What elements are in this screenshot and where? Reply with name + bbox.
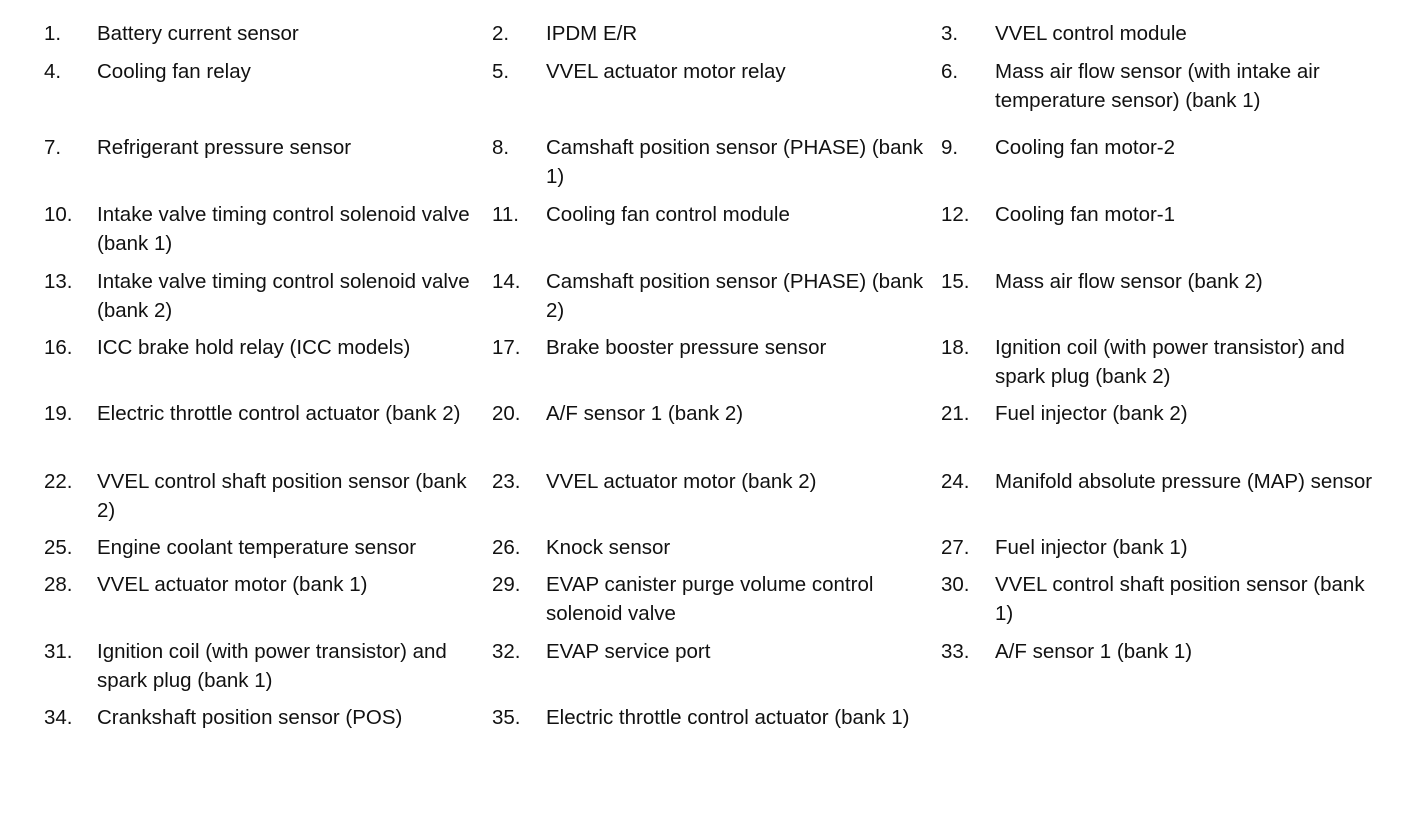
legend-item-number: 17. <box>492 336 521 359</box>
legend-item <box>44 57 477 86</box>
legend-item <box>492 133 926 191</box>
legend-item-number: 31. <box>44 640 73 663</box>
legend-item <box>44 570 477 599</box>
legend-item-label: Battery current sensor <box>97 22 299 45</box>
legend-item-label: A/F sensor 1 (bank 1) <box>995 640 1193 663</box>
legend-item-number: 7. <box>44 136 62 159</box>
legend-item-number: 16. <box>44 336 73 359</box>
legend-item-number: 33. <box>941 640 970 663</box>
legend-item <box>44 533 477 562</box>
legend-item <box>492 570 926 628</box>
legend-item-label: IPDM E/R <box>546 22 638 45</box>
legend-item-number: 3. <box>941 22 959 45</box>
legend-item-label: Manifold absolute pressure (MAP) sensor <box>995 470 1373 493</box>
legend-item <box>941 570 1380 628</box>
legend-item-label: Engine coolant temperature sensor <box>97 536 417 559</box>
legend-item <box>492 533 926 562</box>
legend-item-number: 12. <box>941 203 970 226</box>
legend-item <box>492 57 926 86</box>
legend-item <box>941 19 1380 48</box>
legend-item-label: Fuel injector (bank 1) <box>995 536 1188 559</box>
legend-item-label: VVEL control module <box>995 22 1187 45</box>
legend-item <box>492 200 926 229</box>
legend-item <box>941 267 1380 296</box>
legend-item-label: Brake booster pressure sensor <box>546 336 827 359</box>
legend-item <box>492 637 926 666</box>
legend-item-number: 15. <box>941 270 970 293</box>
legend-item-label: Cooling fan relay <box>97 60 251 83</box>
legend-item-label: Ignition coil (with power transistor) and spark plug (bank 1) <box>97 640 447 692</box>
legend-item <box>492 267 926 325</box>
legend-item <box>941 200 1380 229</box>
legend-item-label: VVEL actuator motor relay <box>546 60 786 83</box>
legend-item <box>941 133 1380 162</box>
legend-item <box>44 200 477 258</box>
legend-item-number: 29. <box>492 573 521 596</box>
legend-item-label: Cooling fan motor-2 <box>995 136 1176 159</box>
legend-item-label: Mass air flow sensor (bank 2) <box>995 270 1263 293</box>
legend-item-number: 14. <box>492 270 521 293</box>
legend-item-label: A/F sensor 1 (bank 2) <box>546 402 744 425</box>
legend-item <box>44 267 477 325</box>
legend-item-number: 10. <box>44 203 73 226</box>
legend-item-number: 18. <box>941 336 970 359</box>
legend-item-number: 2. <box>492 22 510 45</box>
legend-item-number: 6. <box>941 60 959 83</box>
legend-item-number: 20. <box>492 402 521 425</box>
legend-item-number: 8. <box>492 136 510 159</box>
legend-item-number: 13. <box>44 270 73 293</box>
legend-item-label: Refrigerant pressure sensor <box>97 136 352 159</box>
legend-item <box>492 467 926 496</box>
legend-item-label: Knock sensor <box>546 536 671 559</box>
legend-item-number: 24. <box>941 470 970 493</box>
legend-item <box>492 333 926 362</box>
legend-item <box>44 133 477 162</box>
legend-item-label: Intake valve timing control solenoid valve (bank 2) <box>97 270 470 322</box>
legend-item-number: 23. <box>492 470 521 493</box>
legend-item <box>44 703 477 732</box>
legend-item <box>492 703 926 732</box>
legend-item-label: Mass air flow sensor (with intake air temperature sensor) (bank 1) <box>995 60 1320 112</box>
legend-item-number: 1. <box>44 22 62 45</box>
legend-item-label: Camshaft position sensor (PHASE) (bank 2) <box>546 270 924 322</box>
legend-item-number: 21. <box>941 402 970 425</box>
legend-item <box>492 399 926 428</box>
legend-item-number: 5. <box>492 60 510 83</box>
legend-item-label: Cooling fan control module <box>546 203 790 226</box>
legend-item-number: 11. <box>492 203 519 226</box>
legend-item-number: 9. <box>941 136 959 159</box>
legend-item-label: EVAP canister purge volume control solenoid valve <box>546 573 874 625</box>
legend-item-number: 19. <box>44 402 73 425</box>
legend-item <box>44 637 477 695</box>
legend-item-label: Camshaft position sensor (PHASE) (bank 1) <box>546 136 924 188</box>
legend-item-label: Fuel injector (bank 2) <box>995 402 1188 425</box>
legend-item-label: VVEL actuator motor (bank 1) <box>97 573 368 596</box>
legend-item <box>44 399 477 428</box>
legend-item-label: Crankshaft position sensor (POS) <box>97 706 403 729</box>
legend-item-label: VVEL control shaft position sensor (bank 2) <box>97 470 467 522</box>
legend-item <box>941 467 1380 496</box>
legend-item-label: Ignition coil (with power transistor) and spark plug (bank 2) <box>995 336 1345 388</box>
legend-item-label: Electric throttle control actuator (bank 1) <box>546 706 910 729</box>
legend-item-number: 26. <box>492 536 521 559</box>
legend-item-label: VVEL actuator motor (bank 2) <box>546 470 817 493</box>
legend-item-label: Intake valve timing control solenoid valve (bank 1) <box>97 203 470 255</box>
legend-item-number: 27. <box>941 536 970 559</box>
legend-item <box>492 19 926 48</box>
legend-item-number: 28. <box>44 573 73 596</box>
legend-item-number: 32. <box>492 640 521 663</box>
legend-item-label: VVEL control shaft position sensor (bank 1) <box>995 573 1365 625</box>
legend-item <box>941 57 1380 115</box>
legend-item-number: 25. <box>44 536 73 559</box>
legend-item-number: 30. <box>941 573 970 596</box>
legend-item-number: 35. <box>492 706 521 729</box>
legend-item <box>941 399 1380 428</box>
legend-item-label: Cooling fan motor-1 <box>995 203 1176 226</box>
legend-item <box>941 637 1380 666</box>
legend-item <box>44 467 477 525</box>
legend-item-label: EVAP service port <box>546 640 711 663</box>
legend-item-number: 22. <box>44 470 73 493</box>
legend-item-label: ICC brake hold relay (ICC models) <box>97 336 411 359</box>
legend-item-number: 4. <box>44 60 62 83</box>
legend-item <box>44 333 477 362</box>
legend-item-label: Electric throttle control actuator (bank 2) <box>97 402 461 425</box>
legend-item <box>941 333 1380 391</box>
legend-item <box>941 533 1380 562</box>
legend-item <box>44 19 477 48</box>
legend-item-number: 34. <box>44 706 73 729</box>
